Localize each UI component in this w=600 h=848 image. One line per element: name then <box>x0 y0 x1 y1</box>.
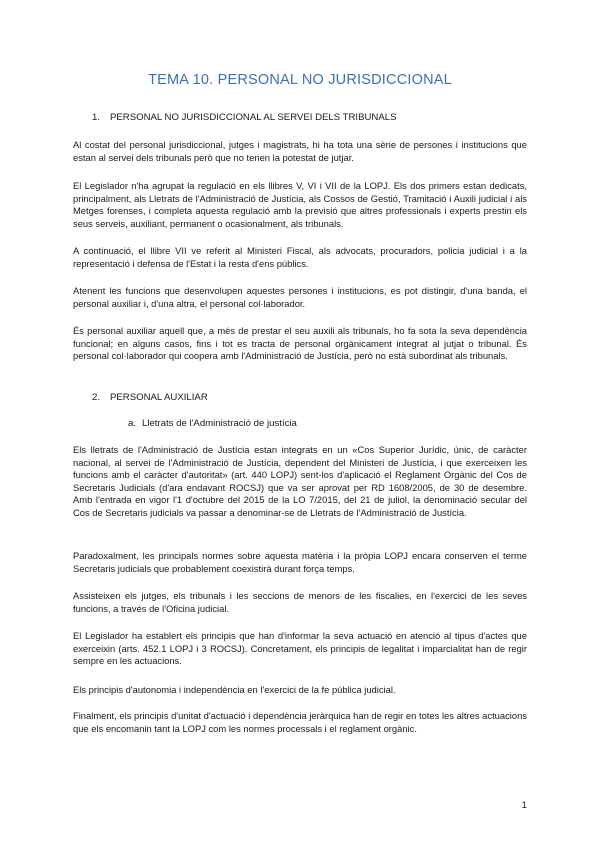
section-1-title: PERSONAL NO JURISDICCIONAL AL SERVEI DELS TRIBUNALS <box>110 112 397 123</box>
section-2-number: 2. <box>92 392 101 403</box>
paragraph: Finalment, els principis d'unitat d'actuació i dependència jeràrquica han de regir en totes les altres actuacions que els encomanin tant la LOPJ com les normes processals i el reglament orgànic. <box>73 710 527 734</box>
subsection-a-heading <box>128 418 297 429</box>
paragraph: A continuació, el llibre VII ve referit al Ministeri Fiscal, als advocats, procuradors, policia judicial i a la representació i defensa de l'Estat i la resta d'ens públics. <box>73 245 527 269</box>
paragraph: Al costat del personal jurisdiccional, jutges i magistrats, hi ha tota una sèrie de persones i institucions que estan al servei dels tribunals però que no tenen la potestat de jutjar. <box>73 139 527 163</box>
subsection-a-letter: a. <box>128 418 137 429</box>
paragraph: El Legislador n'ha agrupat la regulació en els llibres V, VI i VII de la LOPJ. Els dos primers estan dedicats, principalment, als Lletrats de l'Administració de Justícia, als Cossos de Gestió, Tramitació i Auxili judicial i als Metges forenses, i completa aquesta regulació amb la previsió que altres professionals i experts prestin els seus serveis, auxiliant, permanent o ocasionalment, als tribunals. <box>73 180 527 229</box>
paragraph: Atenent les funcions que desenvolupen aquestes persones i institucions, es pot distingir, d'una banda, el personal auxiliar i, d'una altra, el personal col·laborador. <box>73 285 527 309</box>
page-number: 1 <box>521 800 527 811</box>
section-1-number: 1. <box>92 112 101 123</box>
section-1-heading <box>92 112 396 123</box>
section-2-title: PERSONAL AUXILIAR <box>110 392 208 403</box>
paragraph: Paradoxalment, les principals normes sobre aquesta matèria i la pròpia LOPJ encara conserven el terme Secretaris judicials que probablement coexistirà durant força temps. <box>73 550 527 574</box>
paragraph: Els principis d'autonomia i independència en l'exercici de la fe pública judicial. <box>73 684 396 695</box>
subsection-a-title: Lletrats de l'Administració de justícia <box>142 418 297 429</box>
paragraph: Assisteixen els jutges, els tribunals i les seccions de menors de les fiscalies, en l'exercici de les seves funcions, a través de l'Oficina judicial. <box>73 590 527 614</box>
paragraph: Els lletrats de l'Administració de Justícia estan integrats en un «Cos Superior Jurídic, únic, de caràcter nacional, al servei de l'Administració de Justícia, dependent del Ministeri de Justícia, i que exerceixen les funcions amb el caràcter d'autoritat» (art. 440 LOPJ) sent-los d'aplicació el Reglament Orgànic del Cos de Secretaris Judicials (d'ara endavant ROCSJ) que va ser aprovat per RD 1608/2005, de 30 de desembre. Amb l'entrada en vigor l'1 d'octubre del 2015 de la LO 7/2015, del 21 de juliol, la denominació secular del Cos de Secretaris judicials va passar a denominar-se de Lletrats de l'Administració de Justícia. <box>73 444 527 518</box>
document-title: TEMA 10. PERSONAL NO JURISDICCIONAL <box>148 72 452 88</box>
paragraph: El Legislador ha establert els principis que han d'informar la seva actuació en atenció al tipus d'actes que exerceixin (arts. 452.1 LOPJ i 3 ROCSJ). Concretament, els principis de legalitat i imparcialitat han de regir sempre en les actuacions. <box>73 630 527 667</box>
paragraph: És personal auxiliar aquell que, a més de prestar el seu auxili als tribunals, ho fa sota la seva dependència funcional; en alguns casos, fins i tot es tracta de personal orgànicament integrat al jutjat o tribunal. És personal col·laborador qui coopera amb l'Administració de Justícia, però no està subordinat als tribunals. <box>73 325 527 362</box>
section-2-heading <box>92 392 208 403</box>
